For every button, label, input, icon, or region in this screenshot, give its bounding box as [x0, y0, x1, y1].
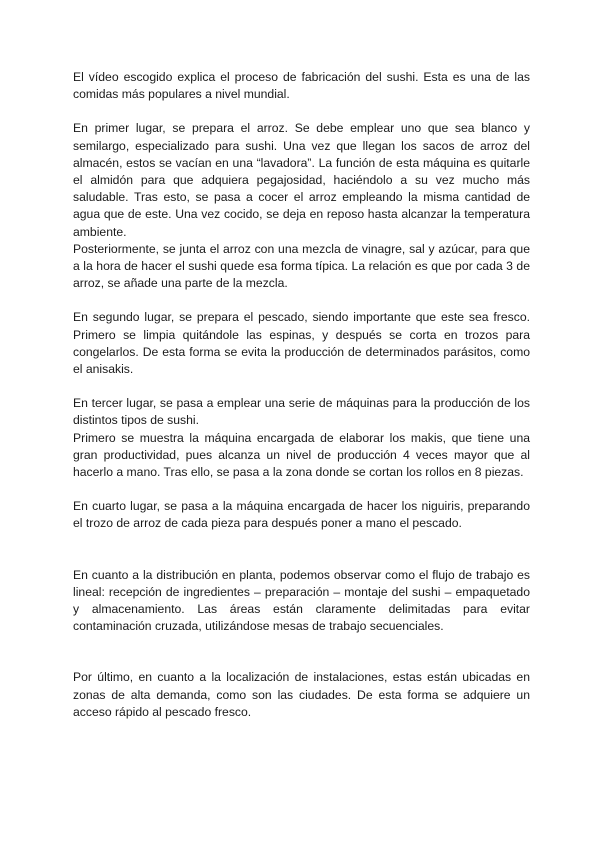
paragraph-niguiri-machine: En cuarto lugar, se pasa a la máquina encargada de hacer los niguiris, preparando el trozo de arroz de cada pieza para después poner a mano el pescado. — [73, 499, 530, 531]
paragraph-machines-intro: En tercer lugar, se pasa a emplear una serie de máquinas para la producción de los distintos tipos de sushi. — [73, 396, 530, 428]
paragraph-plant-layout: En cuanto a la distribución en planta, podemos observar como el flujo de trabajo es lineal: recepción de ingredientes – preparación – montaje del sushi – empaquetado y almacenamiento. Las áreas están claramente delimitadas para evitar contaminación cruzada, utilizándose mesas de trabajo secuenciales. — [73, 567, 530, 634]
paragraph-rice-seasoning: Posteriormente, se junta el arroz con una mezcla de vinagre, sal y azúcar, para que a la hora de hacer el sushi quede esa forma típica. La relación es que por cada 3 de arroz, se añade una parte de la mezcla. — [73, 241, 530, 291]
paragraph-rice-preparation: En primer lugar, se prepara el arroz. Se debe emplear uno que sea blanco y semilargo, especializado para sushi. Una vez que llegan los sacos de arroz del almacén, estos se vacían en una “lavadora”. La función de esta máquina es quitarle el almidón para que adquiera pegajosidad, haciéndolo a su vez mucho más saludable. Tras esto, se pasa a cocer el arroz empleando la misma cantidad de agua que de este. Una vez cocido, se deja en reposo hasta alcanzar la temperatura ambiente. — [73, 121, 530, 239]
document-body — [73, 69, 530, 721]
paragraph-maki-machine: Primero se muestra la máquina encargada de elaborar los makis, que tiene una gran productividad, pues alcanza un nivel de producción 4 veces mayor que al hacerlo a mano. Tras ello, se pasa a la zona donde se cortan los rollos en 8 piezas. — [73, 430, 530, 480]
paragraph-fish-preparation: En segundo lugar, se prepara el pescado, siendo importante que este sea fresco. Primero se limpia quitándole las espinas, y después se corta en trozos para congelarlos. De esta forma se evita la producción de determinados parásitos, como el anisakis. — [73, 310, 530, 377]
paragraph-intro: El vídeo escogido explica el proceso de fabricación del sushi. Esta es una de las comidas más populares a nivel mundial. — [73, 70, 530, 102]
paragraph-facility-location: Por último, en cuanto a la localización de instalaciones, estas están ubicadas en zonas de alta demanda, como son las ciudades. De esta forma se adquiere un acceso rápido al pescado fresco. — [73, 670, 530, 719]
